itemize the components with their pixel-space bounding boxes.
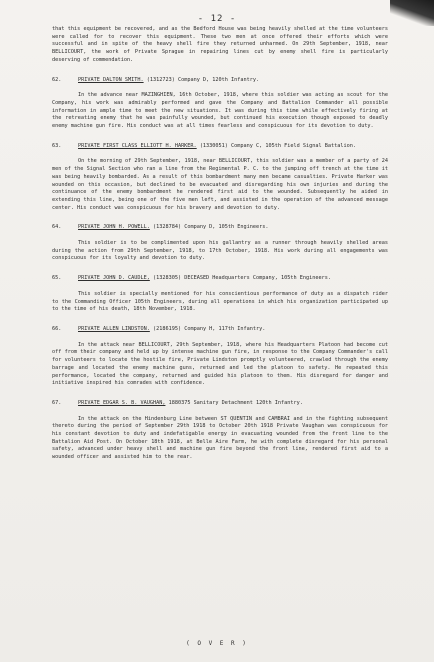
citation-entry: [52, 77, 388, 131]
page-number: - 12 -: [197, 14, 237, 24]
entry-name: PRIVATE DALTON SMITH.: [78, 76, 144, 83]
entry-body: In the attack near BELLICOURT, 29th September, 1918, where his Headquarters Platoon had become cut off from their company and held up by intense machine gun fire, in response to the Company Commander's call for volunteers to locate the hostile fire, Private Lindston promptly volunteered, crawled through the enemy barrage and located the enemy machine guns, returned and led the platoon to safety. He repeated this performance, located the company, returned and guided his platoon to them. His disregard for danger and initiative inspired his comrades with confidence.: [52, 341, 388, 387]
entry-heading: [52, 224, 388, 232]
document-body: [52, 26, 388, 462]
entry-name: PRIVATE FIRST CLASS ELLIOTT H. HARKER.: [78, 142, 197, 149]
entry-unit: (1330051) Company C, 105th Field Signal Battalion.: [199, 142, 356, 149]
citation-entry: [52, 224, 388, 263]
entry-number: 63.: [52, 142, 62, 149]
entry-number: 66.: [52, 325, 62, 332]
entry-heading: [52, 326, 388, 334]
entry-body: This soldier is specially mentioned for his conscientious performance of duty as a dispatch rider to the Commanding Officer 105th Engineers, during all operations in which his organization participated up to the time of his death, 18th November, 1918.: [52, 290, 388, 313]
entry-number: 65.: [52, 275, 62, 282]
entry-name: PRIVATE ALLEN LINDSTON.: [78, 325, 150, 332]
entry-heading: [52, 77, 388, 85]
entry-body: In the attack on the Hindenburg Line between ST QUENTIN and CAMBRAI and in the fighting subsequent thereto during the period of September 29th 1918 to October 20th 1918 Private Vaughan was conspicuous for his constant devotion to duty and indefatigable energy in evacuating wounded from the front line to the Battalion Aid Post. On October 18th 1918, at Belle Aire Farm, he with complete disregard for his personal safety, advanced under heavy shell and machine gun fire beyond the front line, rendered first aid to a wounded officer and assisted him to the rear.: [52, 415, 388, 461]
entry-name: PRIVATE JOHN H. POWELL.: [78, 224, 150, 231]
citation-entry: [52, 326, 388, 388]
citation-entry: [52, 400, 388, 462]
page-footer-over: ( O V E R ): [186, 640, 248, 647]
entry-body: This soldier is to be complimented upon his gallantry as a runner through heavily shelled areas during the action from 29th September, 1918, to 17th October, 1918. His work during all engagements was conspicuous for its loyalty and devotion to duty.: [52, 240, 388, 262]
entry-number: 64.: [52, 224, 62, 231]
entry-unit: (1328305) DECEASED Headquarters Company, 105th Engineers.: [152, 275, 331, 282]
entry-name: PRIVATE JOHN D. CAUDLE,: [78, 275, 150, 282]
entry-number: 67.: [52, 399, 62, 406]
citation-entry: [52, 143, 388, 213]
entry-number: 62.: [52, 76, 62, 83]
intro-paragraph: that this equipment be recovered, and as the Bedford House was being heavily shelled at the time volunteers were called for to recover this equipment. These two men at once offered their efforts which were successful and in spite of the heavy shell fire they returned unharmed. On 29th September, 1918, near BELLICOURT, the work of Private Sprague in repairing lines cut by enemy shell fire is particularly deserving of commendation.: [52, 26, 388, 63]
entry-unit: 1880375 Sanitary Detachment 120th Infantry.: [168, 399, 303, 406]
entry-unit: (1312723) Company D, 120th Infantry.: [146, 76, 260, 83]
citation-entry: [52, 275, 388, 314]
entry-heading: [52, 143, 388, 151]
entry-heading: [52, 275, 388, 283]
entry-name: PRIVATE EDGAR S. B. VAUGHAN,: [78, 399, 166, 406]
entry-unit: (2186195) Company H, 117th Infantry.: [152, 325, 266, 332]
entry-body: In the advance near MAZINGHIEN, 16th October, 1918, where this soldier was acting as scout for the Company, his work was admirably performed and gave the Company and Battalion Commander all possible information in ample time to meet the new situations. It was during this time while effectively firing at the retreating enemy that he was painfully wounded, but continued his execution though exposed to deadly enemy machine gun fire. His conduct was at all times fearless and conspicuous for its devotion to duty.: [52, 92, 388, 130]
entry-heading: [52, 400, 388, 408]
entry-body: On the morning of 29th September, 1918, near BELLICOURT, this soldier was a member of a party of 24 men of the Signal Section who ran a line from the Regimental P. C. to the jumping off trench at the time it was being heavily bombarded. As a result of this bombardment many men became casualties. Private Harker was wounded on this occasion, but declined to be evacuated and disregarding his own injuries and during the continuance of the enemy bombardment he rendered first aid to the wounded. Subsequently he aided in extending this line, being one of the five men left, and assisted in the operation of the advanced message center. His conduct was conspicuous for his bravery and devotion to duty.: [52, 158, 388, 211]
entry-unit: (1328784) Company D, 105th Engineers.: [152, 224, 269, 231]
